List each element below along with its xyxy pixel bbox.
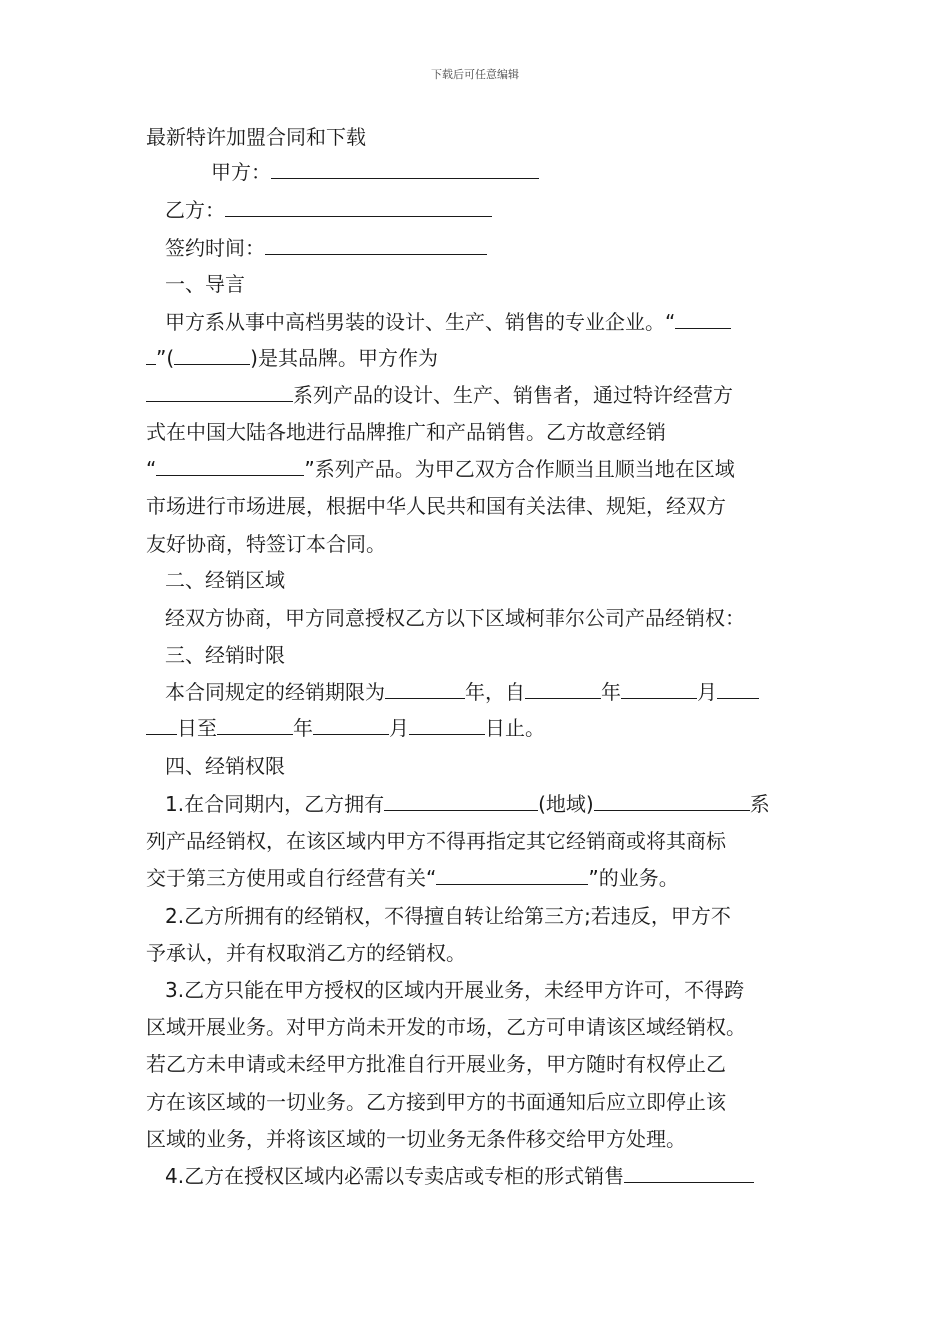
sec3-text-2a: 日至	[177, 716, 217, 740]
sec3-text-1d: 月	[697, 680, 717, 704]
sales-form-blank	[624, 1182, 754, 1183]
end-day-blank	[409, 734, 485, 735]
item3-line-3: 若乙方未申请或未经甲方批准自行开展业务，甲方随时有权停止乙	[146, 1052, 726, 1076]
start-day-blank-2	[146, 734, 177, 735]
party-b-label: 乙方：	[165, 198, 225, 222]
section-4-heading: 四、经销权限	[165, 754, 285, 778]
p1-line-1	[165, 310, 731, 334]
section-1-heading: 一、导言	[165, 272, 245, 296]
p1-text-2b: )是其品牌。甲方作为	[250, 346, 438, 370]
item4-text-1: 4.乙方在授权区域内必需以专卖店或专柜的形式销售	[165, 1164, 625, 1188]
end-month-blank	[313, 734, 389, 735]
item1-text-1b: (地域)	[538, 792, 594, 816]
sec3-text-1c: 年	[601, 680, 621, 704]
start-year-blank	[525, 698, 601, 699]
party-a-blank	[271, 178, 539, 179]
start-month-blank	[621, 698, 697, 699]
sec3-text-1a: 本合同规定的经销期限为	[165, 680, 385, 704]
section-2-heading: 二、经销区域	[165, 568, 285, 592]
section-3-heading: 三、经销时限	[165, 643, 285, 667]
sign-time-label: 签约时间：	[165, 236, 265, 260]
item1-line-2: 列产品经销权，在该区域内甲方不得再指定其它经销商或将其商标	[146, 829, 726, 853]
party-b-line	[165, 198, 492, 222]
p1-line-4: 式在中国大陆各地进行品牌推广和产品销售。乙方故意经销	[146, 420, 666, 444]
p1-text-3: 系列产品的设计、生产、销售者，通过特许经营方	[293, 383, 733, 407]
item3-line-2: 区域开展业务。对甲方尚未开发的市场，乙方可申请该区域经销权。	[146, 1015, 746, 1039]
brand-blank-5	[156, 475, 304, 476]
brand-blank-1	[675, 328, 731, 329]
item1-text-3b: ”的业务。	[588, 866, 679, 890]
p1-line-3	[146, 383, 733, 407]
item1-line-3	[146, 866, 679, 890]
brand-blank-6	[436, 884, 588, 885]
party-a-line	[211, 160, 539, 184]
term-blank	[385, 698, 465, 699]
sec3-text-2c: 月	[389, 716, 409, 740]
party-b-blank	[225, 216, 492, 217]
section-2-paragraph: 经双方协商，甲方同意授权乙方以下区域柯菲尔公司产品经销权：	[165, 606, 745, 630]
p1-line-6: 市场进行市场进展，根据中华人民共和国有关法律、规矩，经双方	[146, 494, 726, 518]
sign-time-line	[165, 236, 487, 260]
doc-title: 最新特许加盟合同和下载	[146, 125, 366, 149]
region-blank	[384, 810, 538, 811]
end-year-blank	[217, 734, 293, 735]
item2-line-2: 予承认，并有权取消乙方的经销权。	[146, 941, 466, 965]
sec3-line-2	[146, 716, 545, 740]
item2-line-1: 2.乙方所拥有的经销权，不得擅自转让给第三方;若违反，甲方不	[165, 904, 731, 928]
item4-line-1	[165, 1164, 754, 1188]
p1-line-5	[146, 457, 735, 481]
p1-text-1: 甲方系从事中高档男装的设计、生产、销售的专业企业。“	[165, 310, 676, 334]
brand-blank-3	[174, 364, 250, 365]
p1-text-5b: ”系列产品。为甲乙双方合作顺当且顺当地在区域	[304, 457, 735, 481]
p1-text-5a: “	[146, 457, 157, 481]
item3-line-4: 方在该区域的一切业务。乙方接到甲方的书面通知后应立即停止该	[146, 1090, 726, 1114]
sec3-text-2b: 年	[293, 716, 313, 740]
sec3-text-2d: 日止。	[485, 716, 545, 740]
p1-line-7: 友好协商，特签订本合同。	[146, 532, 386, 556]
item1-text-1c: 系	[749, 792, 770, 816]
header-note: 下载后可任意编辑	[431, 68, 519, 81]
sec3-line-1	[165, 680, 759, 704]
p1-line-2	[146, 346, 438, 370]
product-series-blank	[594, 810, 750, 811]
sec3-text-1b: 年，自	[465, 680, 525, 704]
start-day-blank-1	[717, 698, 759, 699]
party-a-label: 甲方：	[211, 160, 271, 184]
item1-text-1a: 1.在合同期内，乙方拥有	[165, 792, 385, 816]
brand-blank-4	[146, 401, 293, 402]
item1-text-3a: 交于第三方使用或自行经营有关“	[146, 866, 437, 890]
item1-line-1	[165, 792, 770, 816]
p1-text-2a: ”(	[156, 346, 175, 370]
item3-line-5: 区域的业务，并将该区域的一切业务无条件移交给甲方处理。	[146, 1127, 686, 1151]
brand-blank-2	[146, 364, 156, 365]
sign-time-blank	[265, 254, 487, 255]
item3-line-1: 3.乙方只能在甲方授权的区域内开展业务，未经甲方许可，不得跨	[165, 978, 745, 1002]
